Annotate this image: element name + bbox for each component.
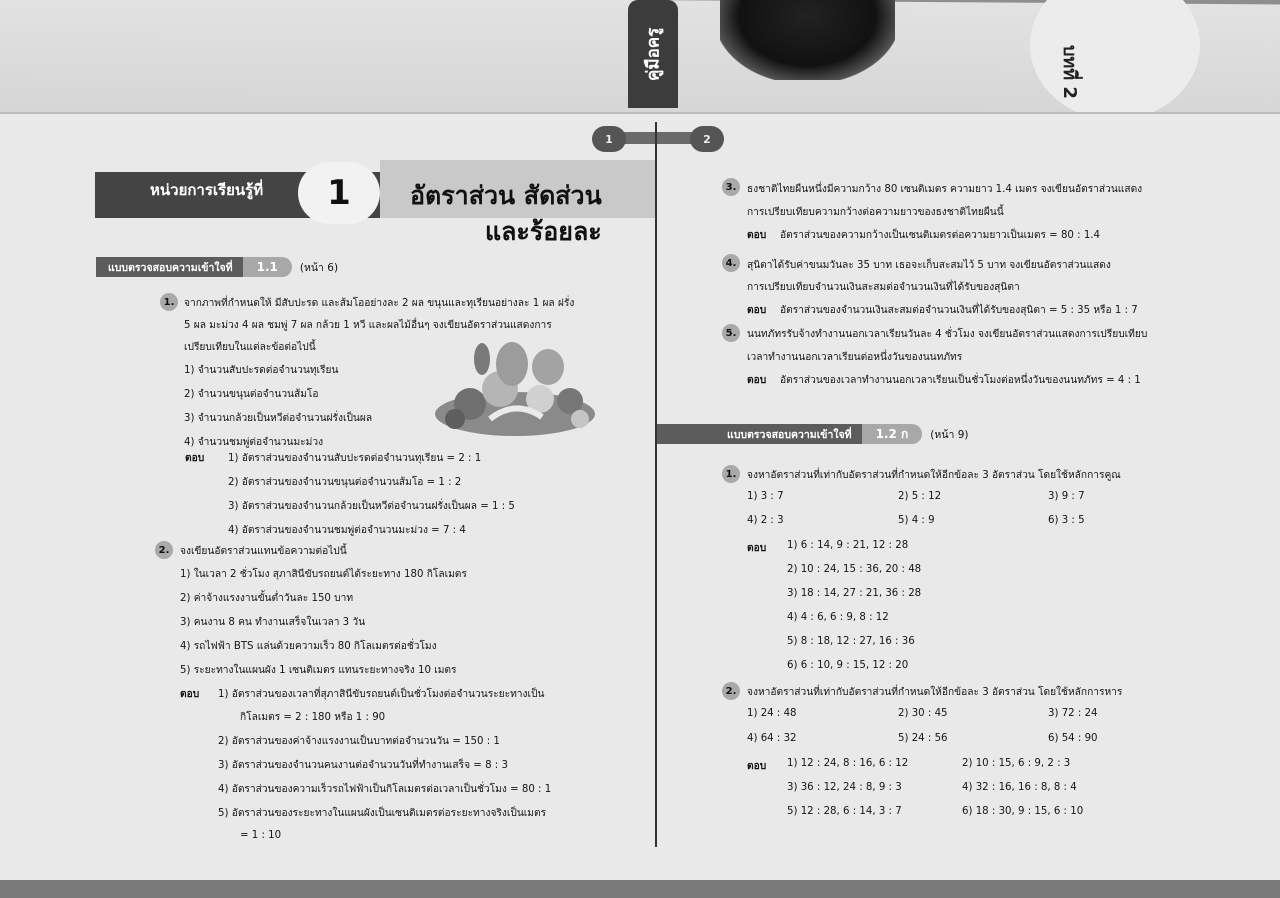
p1-answer: 5) 8 : 18, 12 : 27, 16 : 36 — [787, 636, 915, 647]
section-header-1-2 — [657, 424, 969, 444]
q1-item: 3) จำนวนกล้วยเป็นหวีต่อจำนวนฝรั่งเป็นผล — [184, 413, 373, 424]
unit-title-line1: อัตราส่วน สัดส่วน — [410, 181, 602, 210]
p1-answer: 3) 18 : 14, 27 : 21, 36 : 28 — [787, 588, 922, 599]
fruit-basket-image — [430, 329, 600, 439]
p2-answer: 1) 12 : 24, 8 : 16, 6 : 12 — [787, 758, 909, 769]
question-number: 4. — [722, 254, 740, 272]
p1-grid-item: 2) 5 : 12 — [898, 491, 942, 502]
p2-grid-item: 3) 72 : 24 — [1048, 708, 1098, 719]
p2-answer: 5) 12 : 28, 6 : 14, 3 : 7 — [787, 806, 902, 817]
q2-answer: กิโลเมตร = 2 : 180 หรือ 1 : 90 — [240, 712, 386, 723]
question-number: 1. — [160, 293, 178, 311]
section-page-ref: (หน้า 9) — [930, 428, 969, 441]
section-header-1-1 — [96, 257, 338, 277]
q2-item: 1) ในเวลา 2 ชั่วโมง สุภาสินีขับรถยนต์ได้ระยะทาง 180 กิโลเมตร — [180, 569, 467, 580]
q1-line: 5 ผล มะม่วง 4 ผล ชมพู่ 7 ผล กล้วย 1 หวี และผลไม้อื่นๆ จงเขียนอัตราส่วนแสดงการ — [184, 320, 552, 331]
q1-item: 4) จำนวนชมพู่ต่อจำนวนมะม่วง — [184, 437, 324, 448]
q3-line: ธงชาติไทยผืนหนึ่งมีความกว้าง 80 เซนติเมตร ความยาว 1.4 เมตร จงเขียนอัตราส่วนแสดง — [747, 184, 1143, 195]
section-label: แบบตรวจสอบความเข้าใจที่ — [96, 257, 243, 277]
q1-item: 2) จำนวนขนุนต่อจำนวนส้มโอ — [184, 389, 319, 400]
p1-text: จงหาอัตราส่วนที่เท่ากับอัตราส่วนที่กำหนดให้อีกข้อละ 3 อัตราส่วน โดยใช้หลักการคูณ — [747, 470, 1121, 481]
p2-grid-item: 6) 54 : 90 — [1048, 733, 1098, 744]
q2-item: 5) ระยะทางในแผนผัง 1 เซนติเมตร แทนระยะทางจริง 10 เมตร — [180, 665, 457, 676]
p2-answer: 6) 18 : 30, 9 : 15, 6 : 10 — [962, 806, 1084, 817]
q1-line: จากภาพที่กำหนดให้ มีสับปะรด และส้มโออย่างละ 2 ผล ขนุนและทุเรียนอย่างละ 1 ผล ฝรั่ง — [184, 298, 575, 309]
book-spread — [0, 112, 1280, 888]
p1-grid-item: 6) 3 : 5 — [1048, 515, 1085, 526]
q4-line: การเปรียบเทียบจำนวนเงินสะสมต่อจำนวนเงินที่ได้รับของสุนิตา — [747, 282, 1020, 293]
question-number: 5. — [722, 324, 740, 342]
p2-answer: 2) 10 : 15, 6 : 9, 2 : 3 — [962, 758, 1071, 769]
q1-item: 1) จำนวนสับปะรดต่อจำนวนทุเรียน — [184, 365, 339, 376]
answer-label: ตอบ — [185, 453, 205, 464]
top-photo — [720, 0, 895, 80]
q1-answer: 4) อัตราส่วนของจำนวนชมพู่ต่อจำนวนมะม่วง = 7 : 4 — [228, 525, 466, 536]
answer-label: ตอบ — [747, 230, 767, 241]
teacher-guide-label: คู่มือครู — [643, 27, 664, 81]
q2-answer: 2) อัตราส่วนของค่าจ้างแรงงานเป็นบาทต่อจำนวนวัน = 150 : 1 — [218, 736, 500, 747]
question-number: 2. — [722, 682, 740, 700]
question-number: 2. — [155, 541, 173, 559]
answer-label: ตอบ — [747, 543, 767, 554]
q5-line: นนทภัทรรับจ้างทำงานนอกเวลาเรียนวันละ 4 ชั่วโมง จงเขียนอัตราส่วนแสดงการเปรียบเทียบ — [747, 329, 1148, 340]
q2-answer: 4) อัตราส่วนของความเร็วรถไฟฟ้าเป็นกิโลเมตรต่อเวลาเป็นชั่วโมง = 80 : 1 — [218, 784, 552, 795]
q2-item: 4) รถไฟฟ้า BTS แล่นด้วยความเร็ว 80 กิโลเมตรต่อชั่วโมง — [180, 641, 437, 652]
q2-text: จงเขียนอัตราส่วนแทนข้อความต่อไปนี้ — [180, 546, 347, 557]
q5-line: เวลาทำงานนอกเวลาเรียนต่อหนึ่งวันของนนทภัทร — [747, 352, 963, 363]
p2-text: จงหาอัตราส่วนที่เท่ากับอัตราส่วนที่กำหนดให้อีกข้อละ 3 อัตราส่วน โดยใช้หลักการหาร — [747, 687, 1123, 698]
q2-item: 3) คนงาน 8 คน ทำงานเสร็จในเวลา 3 วัน — [180, 617, 366, 628]
q1-answer: 3) อัตราส่วนของจำนวนกล้วยเป็นหวีต่อจำนวนฝรั่งเป็นผล = 1 : 5 — [228, 501, 515, 512]
q2-answer: 5) อัตราส่วนของระยะทางในแผนผังเป็นเซนติเมตรต่อระยะทางจริงเป็นเมตร — [218, 808, 547, 819]
q1-answer: 1) อัตราส่วนของจำนวนสับปะรดต่อจำนวนทุเรียน = 2 : 1 — [228, 453, 482, 464]
page-number-right: 2 — [690, 126, 724, 152]
page-number-left: 1 — [592, 126, 626, 152]
q4-answer: อัตราส่วนของจำนวนเงินสะสมต่อจำนวนเงินที่ได้รับของสุนิตา = 5 : 35 หรือ 1 : 7 — [780, 305, 1138, 316]
answer-label: ตอบ — [747, 305, 767, 316]
unit-title-line2: และร้อยละ — [485, 217, 602, 246]
page-divider — [655, 122, 657, 847]
p2-answer: 3) 36 : 12, 24 : 8, 9 : 3 — [787, 782, 902, 793]
p2-grid-item: 2) 30 : 45 — [898, 708, 948, 719]
answer-label: ตอบ — [747, 375, 767, 386]
p1-grid-item: 5) 4 : 9 — [898, 515, 935, 526]
q2-answer: 3) อัตราส่วนของจำนวนคนงานต่อจำนวนวันที่ทำงานเสร็จ = 8 : 3 — [218, 760, 508, 771]
p1-answer: 1) 6 : 14, 9 : 21, 12 : 28 — [787, 540, 909, 551]
section-page-ref: (หน้า 6) — [299, 261, 339, 274]
teacher-guide-tab — [628, 0, 678, 108]
p1-answer: 2) 10 : 24, 15 : 36, 20 : 48 — [787, 564, 922, 575]
p2-grid-item: 4) 64 : 32 — [747, 733, 797, 744]
p1-grid-item: 3) 9 : 7 — [1048, 491, 1085, 502]
p1-answer: 6) 6 : 10, 9 : 15, 12 : 20 — [787, 660, 909, 671]
q4-line: สุนิตาได้รับค่าขนมวันละ 35 บาท เธอจะเก็บสะสมไว้ 5 บาท จงเขียนอัตราส่วนแสดง — [747, 260, 1111, 271]
q2-answer: = 1 : 10 — [240, 830, 282, 841]
section-label: แบบตรวจสอบความเข้าใจที่ — [657, 424, 862, 444]
q2-answer: 1) อัตราส่วนของเวลาที่สุภาสินีขับรถยนต์เป็นชั่วโมงต่อจำนวนระยะทางเป็น — [218, 689, 545, 700]
p2-grid-item: 1) 24 : 48 — [747, 708, 797, 719]
q1-answer: 2) อัตราส่วนของจำนวนขนุนต่อจำนวนส้มโอ = 1 : 2 — [228, 477, 462, 488]
question-number: 1. — [722, 465, 740, 483]
q3-answer: อัตราส่วนของความกว้างเป็นเซนติเมตรต่อความยาวเป็นเมตร = 80 : 1.4 — [780, 230, 1101, 241]
unit-number: 1 — [298, 162, 380, 224]
q1-line: เปรียบเทียบในแต่ละข้อต่อไปนี้ — [184, 342, 316, 353]
question-number: 3. — [722, 178, 740, 196]
section-code: 1.1 — [243, 257, 292, 277]
p1-grid-item: 4) 2 : 3 — [747, 515, 784, 526]
q5-answer: อัตราส่วนของเวลาทำงานนอกเวลาเรียนเป็นชั่วโมงต่อหนึ่งวันของนนทภัทร = 4 : 1 — [780, 375, 1141, 386]
section-code: 1.2 ก — [862, 424, 923, 444]
answer-label: ตอบ — [180, 689, 200, 700]
table-surface — [0, 880, 1280, 898]
p2-answer: 4) 32 : 16, 16 : 8, 8 : 4 — [962, 782, 1077, 793]
unit-label: หน่วยการเรียนรู้ที่ — [150, 181, 264, 199]
p1-grid-item: 1) 3 : 7 — [747, 491, 784, 502]
chapter-label: บทที่ 2 — [1059, 45, 1080, 99]
q2-item: 2) ค่าจ้างแรงงานขั้นต่ำวันละ 150 บาท — [180, 593, 354, 604]
q3-line: การเปรียบเทียบความกว้างต่อความยาวของธงชาติไทยผืนนี้ — [747, 207, 1004, 218]
answer-label: ตอบ — [747, 761, 767, 772]
p1-answer: 4) 4 : 6, 6 : 9, 8 : 12 — [787, 612, 889, 623]
p2-grid-item: 5) 24 : 56 — [898, 733, 948, 744]
